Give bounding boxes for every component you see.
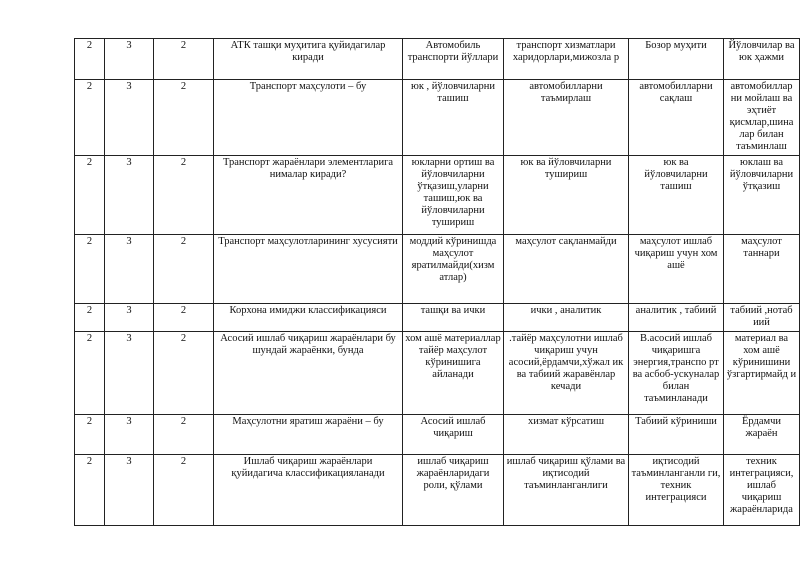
- col-b-value: 3: [105, 332, 154, 415]
- col-a-value: 2: [75, 455, 105, 526]
- col-c-value: 2: [154, 332, 214, 415]
- answer-option-2: автомобилларни таъмирлаш: [504, 80, 629, 156]
- answer-option-2: транспорт хизматлари харидорлари,мижозла р: [504, 39, 629, 80]
- col-c-value: 2: [154, 156, 214, 235]
- col-b-value: 3: [105, 455, 154, 526]
- table-row: [75, 455, 800, 526]
- col-b-value: 3: [105, 156, 154, 235]
- answer-option-3: маҳсулот ишлаб чиқариш учун хом ашё: [629, 235, 724, 304]
- answer-option-1: Асосий ишлаб чиқариш: [403, 415, 504, 455]
- answer-option-3: В.асосий ишлаб чиқаришга энергия,транспо рт ва асбоб-ускуналар билан таъминланади: [629, 332, 724, 415]
- answer-option-1: Автомобиль транспорти йўллари: [403, 39, 504, 80]
- question-text: Транспорт маҳсулотларининг хусусияти: [214, 235, 403, 304]
- table-row: [75, 39, 800, 80]
- answer-option-4: автомобиллар ни мойлаш ва эҳтиёт қисмлар,шина лар билан таъминлаш: [724, 80, 800, 156]
- answer-option-4: маҳсулот таннари: [724, 235, 800, 304]
- answer-option-1: юкларни ортиш ва йўловчиларни ўтқазиш,уларни ташиш,юк ва йўловчиларни тушириш: [403, 156, 504, 235]
- table-row: [75, 415, 800, 455]
- questions-table-body: [75, 39, 800, 526]
- table-row: [75, 80, 800, 156]
- questions-table: [74, 38, 800, 526]
- col-a-value: 2: [75, 235, 105, 304]
- table-row: [75, 332, 800, 415]
- col-a-value: 2: [75, 80, 105, 156]
- answer-option-1: хом ашё материаллар тайёр маҳсулот кўринишига айланади: [403, 332, 504, 415]
- answer-option-3: юк ва йўловчиларни ташиш: [629, 156, 724, 235]
- answer-option-1: юк , йўловчиларни ташиш: [403, 80, 504, 156]
- col-c-value: 2: [154, 80, 214, 156]
- table-row: [75, 156, 800, 235]
- col-a-value: 2: [75, 304, 105, 332]
- question-text: Ишлаб чиқариш жараёнлари қуйидагича классификацияланади: [214, 455, 403, 526]
- col-c-value: 2: [154, 39, 214, 80]
- col-c-value: 2: [154, 235, 214, 304]
- col-a-value: 2: [75, 332, 105, 415]
- question-text: Маҳсулотни яратиш жараёни – бу: [214, 415, 403, 455]
- answer-option-4: Ёрдамчи жараён: [724, 415, 800, 455]
- answer-option-3: иқтисодий таъминланганли ги, техник интеграцияси: [629, 455, 724, 526]
- answer-option-4: материал ва хом ашё кўринишини ўзгартирмайд и: [724, 332, 800, 415]
- answer-option-3: аналитик , табиий: [629, 304, 724, 332]
- question-text: АТК ташқи муҳитига қуйидагилар киради: [214, 39, 403, 80]
- answer-option-1: ишлаб чиқариш жараёнларидаги роли, қўлами: [403, 455, 504, 526]
- col-b-value: 3: [105, 80, 154, 156]
- col-b-value: 3: [105, 39, 154, 80]
- answer-option-3: автомобилларни сақлаш: [629, 80, 724, 156]
- answer-option-4: юклаш ва йўловчиларни ўтқазиш: [724, 156, 800, 235]
- answer-option-2: маҳсулот сақланмайди: [504, 235, 629, 304]
- answer-option-4: табиий ,нотаб иий: [724, 304, 800, 332]
- table-row: [75, 304, 800, 332]
- answer-option-1: ташқи ва ички: [403, 304, 504, 332]
- answer-option-2: хизмат кўрсатиш: [504, 415, 629, 455]
- answer-option-2: юк ва йўловчиларни тушириш: [504, 156, 629, 235]
- answer-option-3: Табиий кўриниши: [629, 415, 724, 455]
- col-b-value: 3: [105, 415, 154, 455]
- col-b-value: 3: [105, 235, 154, 304]
- col-b-value: 3: [105, 304, 154, 332]
- answer-option-2: ишлаб чиқариш қўлами ва иқтисодий таъминланганлиги: [504, 455, 629, 526]
- answer-option-4: техник интеграцияси, ишлаб чиқариш жараёнларида: [724, 455, 800, 526]
- answer-option-4: Йўловчилар ва юк ҳажми: [724, 39, 800, 80]
- answer-option-2: ички , аналитик: [504, 304, 629, 332]
- answer-option-1: моддий кўринишда маҳсулот яратилмайди(хизм атлар): [403, 235, 504, 304]
- answer-option-3: Бозор муҳити: [629, 39, 724, 80]
- col-c-value: 2: [154, 304, 214, 332]
- col-c-value: 2: [154, 415, 214, 455]
- table-row: [75, 235, 800, 304]
- answer-option-2: .тайёр маҳсулотни ишлаб чиқариш учун асосий,ёрдамчи,хўжал ик ва табиий жаравёнлар кечади: [504, 332, 629, 415]
- col-a-value: 2: [75, 39, 105, 80]
- question-text: Транспорт жараёнлари элементларига нималар киради?: [214, 156, 403, 235]
- col-c-value: 2: [154, 455, 214, 526]
- col-a-value: 2: [75, 415, 105, 455]
- col-a-value: 2: [75, 156, 105, 235]
- question-text: Корхона имиджи классификацияси: [214, 304, 403, 332]
- question-text: Асосий ишлаб чиқариш жараёнлари бу шундай жараёнки, бунда: [214, 332, 403, 415]
- question-text: Транспорт маҳсулоти – бу: [214, 80, 403, 156]
